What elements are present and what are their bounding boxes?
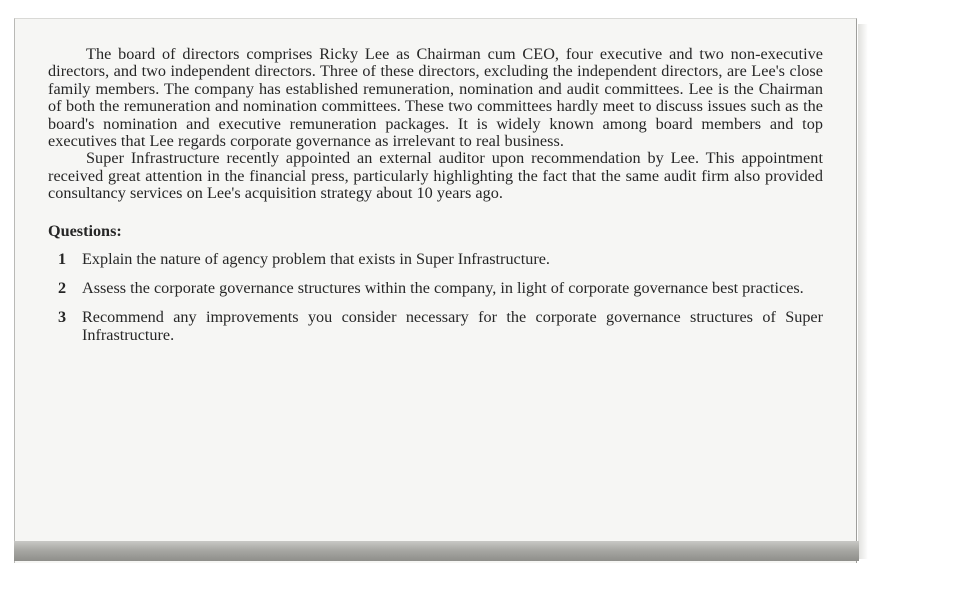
question-item <box>48 280 823 297</box>
question-text: Recommend any improvements you consider necessary for the corporate governance structures of Super Infrastructure. <box>82 308 823 344</box>
question-item <box>48 309 823 344</box>
question-number: 1 <box>58 249 67 268</box>
page-content <box>48 46 823 356</box>
question-text: Explain the nature of agency problem that exists in Super Infrastructure. <box>82 249 550 268</box>
question-number: 3 <box>58 308 67 327</box>
questions-heading: Questions: <box>48 221 122 240</box>
question-text: Assess the corporate governance structures within the company, in light of corporate governance best practices. <box>82 279 804 298</box>
case-paragraph-1: The board of directors comprises Ricky Lee as Chairman cum CEO, four executive and two non-executive directors, and two independent directors. Three of these directors, excluding the independent directors, are Lee's close family members. The company has established remuneration, nomination and audit committees. Lee is the Chairman of both the remuneration and nomination committees. These two committees hardly meet to discuss issues such as the board's nomination and executive remuneration packages. It is widely known among board members and top executives that Lee regards corporate governance as irrelevant to real business. <box>48 45 823 151</box>
questions-list <box>48 251 823 345</box>
page-shadow <box>858 24 868 559</box>
page-bottom-edge <box>14 541 859 561</box>
case-paragraph-2: Super Infrastructure recently appointed an external auditor upon recommendation by Lee. This appointment received great attention in the financial press, particularly highlighting the fact that the same audit firm also provided consultancy services on Lee's acquisition strategy about 10 years ago. <box>48 149 823 203</box>
question-item <box>48 251 823 268</box>
question-number: 2 <box>58 279 67 298</box>
